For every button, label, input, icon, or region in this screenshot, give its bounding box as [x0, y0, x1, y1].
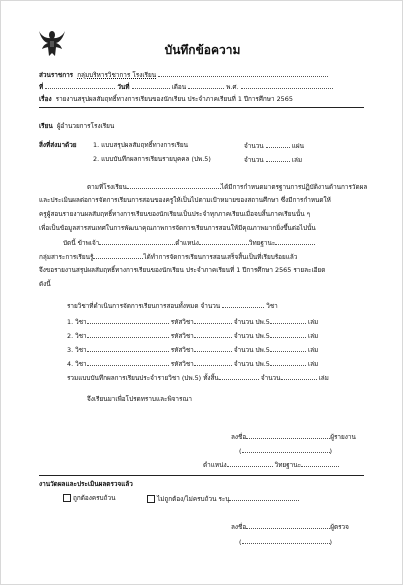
subject-row: [39, 95, 293, 103]
subject-value: รายงานสรุปผลสัมฤทธิ์ทางการเรียนของนักเรียน ประจำภาคเรียนที่ 1 ปีการศึกษา 2565: [55, 95, 293, 103]
enclosure-count-2: จำนวน เล่ม: [244, 156, 303, 164]
year-fill-line: [241, 82, 333, 89]
body-line-1: ตามที่โรงเรียน ได้มีการกำหนดมาตรฐานการปฏิบัติงานด้านการวัดผล: [87, 183, 368, 191]
eval-title: งานวัดผลและประเมินผลตรวจแล้ว: [39, 480, 133, 488]
to-row: [39, 122, 114, 130]
body-line-5: บัดนี้ ข้าพเจ้า ตำแหน่ง วิทยฐานะ: [63, 238, 315, 247]
subjects-total: รวมแบบบันทึกผลการเรียนประจำรายวิชา (ปพ.5) ทั้งสิ้น จำนวน เล่ม: [67, 374, 329, 382]
enclosure-count-1: จำนวน แผ่น: [244, 142, 304, 150]
body-line-8: ดังนี้: [39, 280, 51, 288]
agency-label: ส่วนราชการ: [39, 71, 74, 79]
eval-option-incorrect[interactable]: ไม่ถูกต้อง/ไม่ครบถ้วน ระบุ: [147, 494, 299, 503]
subject-row-3: 3. วิชา รหัสวิชา จำนวน ปพ.5 เล่ม: [67, 346, 319, 354]
agency-value: กลุ่มบริหารวิชาการ โรงเรียน: [77, 71, 157, 79]
reporter-name: ( ): [239, 447, 332, 455]
ref-date-row: [39, 82, 333, 91]
reporter-position: ตำแหน่ง วิทยฐานะ: [203, 460, 339, 469]
agency-row: [39, 70, 328, 79]
date-label: วันที่: [117, 83, 130, 91]
year-label: พ.ศ.: [226, 83, 239, 91]
body-line-2: และประเมินผลต่อการจัดการเรียนการสอนของครูให้เป็นไปตามเป้าหมายของสถานศึกษา ซึ่งมีการกำหนดให้: [39, 196, 331, 204]
enclosure-item-2: 2. แบบบันทึกผลการเรียนรายบุคคล (ปพ.5): [93, 155, 211, 163]
month-label: เดือน: [171, 83, 187, 91]
month-fill-line: [188, 82, 224, 89]
closing-text: จึงเรียนมาเพื่อโปรดทราบและพิจารณา: [87, 395, 192, 403]
checkbox-correct[interactable]: [63, 494, 71, 502]
checkbox-incorrect[interactable]: [147, 495, 155, 503]
body-line-7: จึงขอรายงานสรุปผลสัมฤทธิ์ทางการเรียนของนักเรียน ประจำภาคเรียนที่ 1 ปีการศึกษา 2565 รายละเอียด: [39, 266, 326, 274]
eval-option-correct[interactable]: ถูกต้องครบถ้วน: [63, 494, 115, 502]
checker-signature: ลงชื่อ ผู้ตรวจ: [231, 523, 349, 531]
reporter-signature: ลงชื่อ ผู้รายงาน: [231, 433, 356, 441]
enclosure-label: สิ่งที่ส่งมาด้วย: [39, 141, 77, 149]
to-value: ผู้อำนวยการโรงเรียน: [56, 122, 115, 130]
subject-row-1: 1. วิชา รหัสวิชา จำนวน ปพ.5 เล่ม: [67, 318, 319, 326]
subject-label: เรื่อง: [39, 95, 52, 103]
enclosure-item-1: 1. แบบสรุปผลสัมฤทธิ์ทางการเรียน: [93, 141, 189, 149]
subjects-header: รายวิชาที่ดำเนินการจัดการเรียนการสอนทั้งหมด จำนวน วิชา: [67, 302, 278, 310]
body-line-3: ครูผู้สอนรายงานผลสัมฤทธิ์ทางการเรียนของนักเรียนเป็นประจำทุกภาคเรียนเมื่อจบสิ้นภาคเรียนนั้น ๆ: [39, 210, 311, 218]
checker-name: ( ): [239, 538, 332, 546]
day-fill-line: [132, 82, 170, 89]
subject-row-2: 2. วิชา รหัสวิชา จำนวน ปพ.5 เล่ม: [67, 332, 319, 340]
to-label: เรียน: [39, 122, 53, 130]
ref-fill-line: [45, 82, 115, 89]
ref-label: ที่: [39, 83, 44, 91]
memo-title: บันทึกข้อความ: [164, 43, 241, 57]
eval-divider: [39, 475, 364, 476]
body-line-6: กลุ่มสาระการเรียนรู้ ได้ทำการจัดการเรียนการสอนเสร็จสิ้นเป็นที่เรียบร้อยแล้ว: [39, 253, 298, 261]
body-line-4: เพื่อเป็นข้อมูลสารสนเทศในการพัฒนาคุณภาพการจัดการเรียนการสอนให้มีคุณภาพมากยิ่งขึ้นต่อไปนั้น: [39, 224, 316, 232]
subject-row-4: 4. วิชา รหัสวิชา จำนวน ปพ.5 เล่ม: [67, 360, 319, 368]
header-divider: [39, 107, 364, 108]
agency-fill-line: [158, 70, 328, 77]
